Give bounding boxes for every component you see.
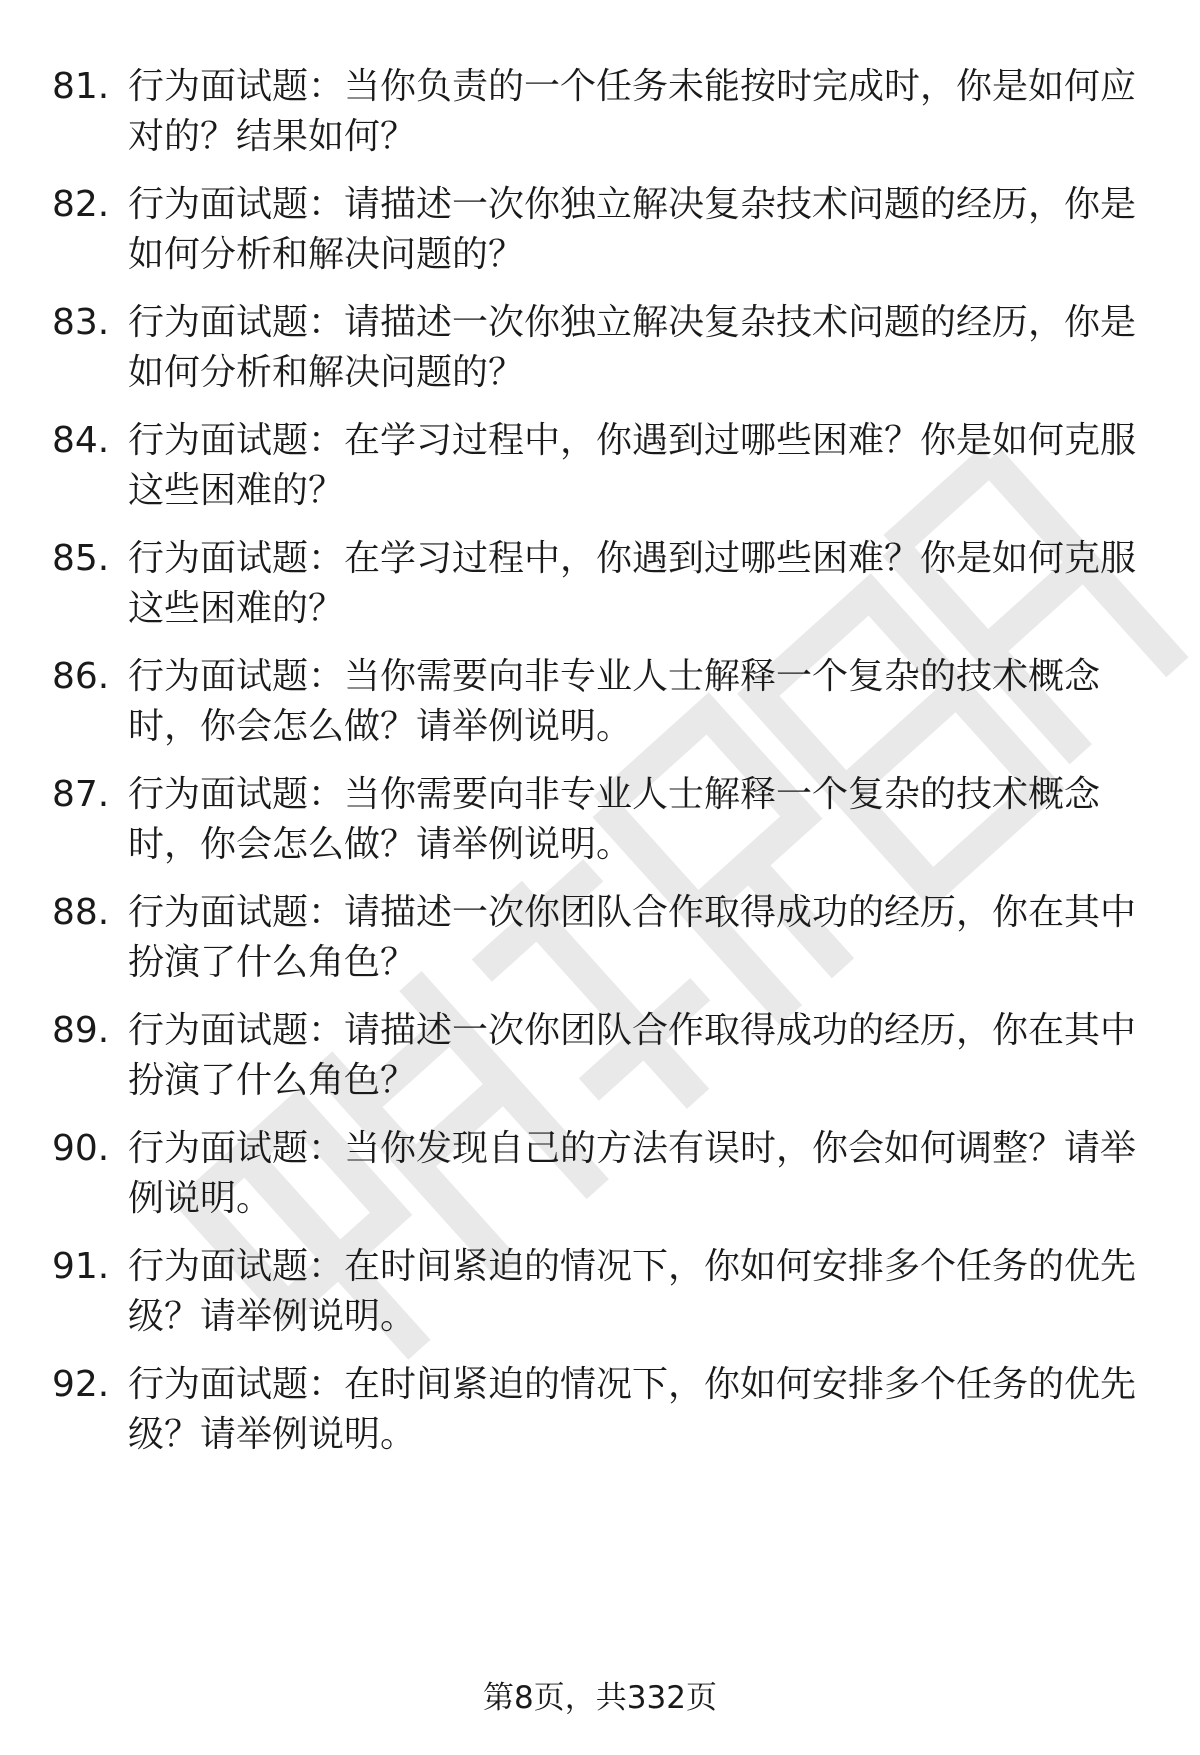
question-number: 81. [52, 66, 110, 107]
question-number: 83. [52, 302, 110, 343]
question-number: 85. [52, 538, 110, 579]
question-item [0, 1242, 1200, 1352]
question-item [0, 1124, 1200, 1234]
question-item [0, 1006, 1200, 1116]
question-text: 行为面试题：在学习过程中，你遇到过哪些困难？你是如何克服这些困难的？ [128, 538, 1137, 629]
question-number: 88. [52, 892, 110, 933]
question-text: 行为面试题：在时间紧迫的情况下，你如何安排多个任务的优先级？请举例说明。 [128, 1364, 1137, 1455]
question-number: 91. [52, 1246, 110, 1287]
question-item [0, 652, 1200, 762]
question-item [0, 298, 1200, 408]
question-item [0, 888, 1200, 998]
question-item [0, 770, 1200, 880]
question-text: 行为面试题：当你需要向非专业人士解释一个复杂的技术概念时，你会怎么做？请举例说明。 [128, 656, 1101, 747]
question-text: 行为面试题：请描述一次你独立解决复杂技术问题的经历，你是如何分析和解决问题的？ [128, 302, 1137, 393]
question-number: 87. [52, 774, 110, 815]
question-number: 86. [52, 656, 110, 697]
question-text: 行为面试题：请描述一次你独立解决复杂技术问题的经历，你是如何分析和解决问题的？ [128, 184, 1137, 275]
question-item [0, 62, 1200, 172]
question-text: 行为面试题：在时间紧迫的情况下，你如何安排多个任务的优先级？请举例说明。 [128, 1246, 1137, 1337]
question-item [0, 180, 1200, 290]
page-indicator: 第8页，共332页 [483, 1680, 717, 1716]
question-text: 行为面试题：当你发现自己的方法有误时，你会如何调整？请举例说明。 [128, 1128, 1137, 1219]
question-text: 行为面试题：请描述一次你团队合作取得成功的经历，你在其中扮演了什么角色？ [128, 1010, 1137, 1101]
question-item [0, 416, 1200, 526]
question-text: 行为面试题：当你需要向非专业人士解释一个复杂的技术概念时，你会怎么做？请举例说明。 [128, 774, 1101, 865]
question-number: 89. [52, 1010, 110, 1051]
question-item [0, 534, 1200, 644]
question-text: 行为面试题：请描述一次你团队合作取得成功的经历，你在其中扮演了什么角色？ [128, 892, 1137, 983]
question-text: 行为面试题：在学习过程中，你遇到过哪些困难？你是如何克服这些困难的？ [128, 420, 1137, 511]
question-text: 行为面试题：当你负责的一个任务未能按时完成时，你是如何应对的？结果如何？ [128, 66, 1137, 157]
question-number: 82. [52, 184, 110, 225]
question-item [0, 1360, 1200, 1470]
question-number: 90. [52, 1128, 110, 1169]
question-number: 92. [52, 1364, 110, 1405]
question-number: 84. [52, 420, 110, 461]
